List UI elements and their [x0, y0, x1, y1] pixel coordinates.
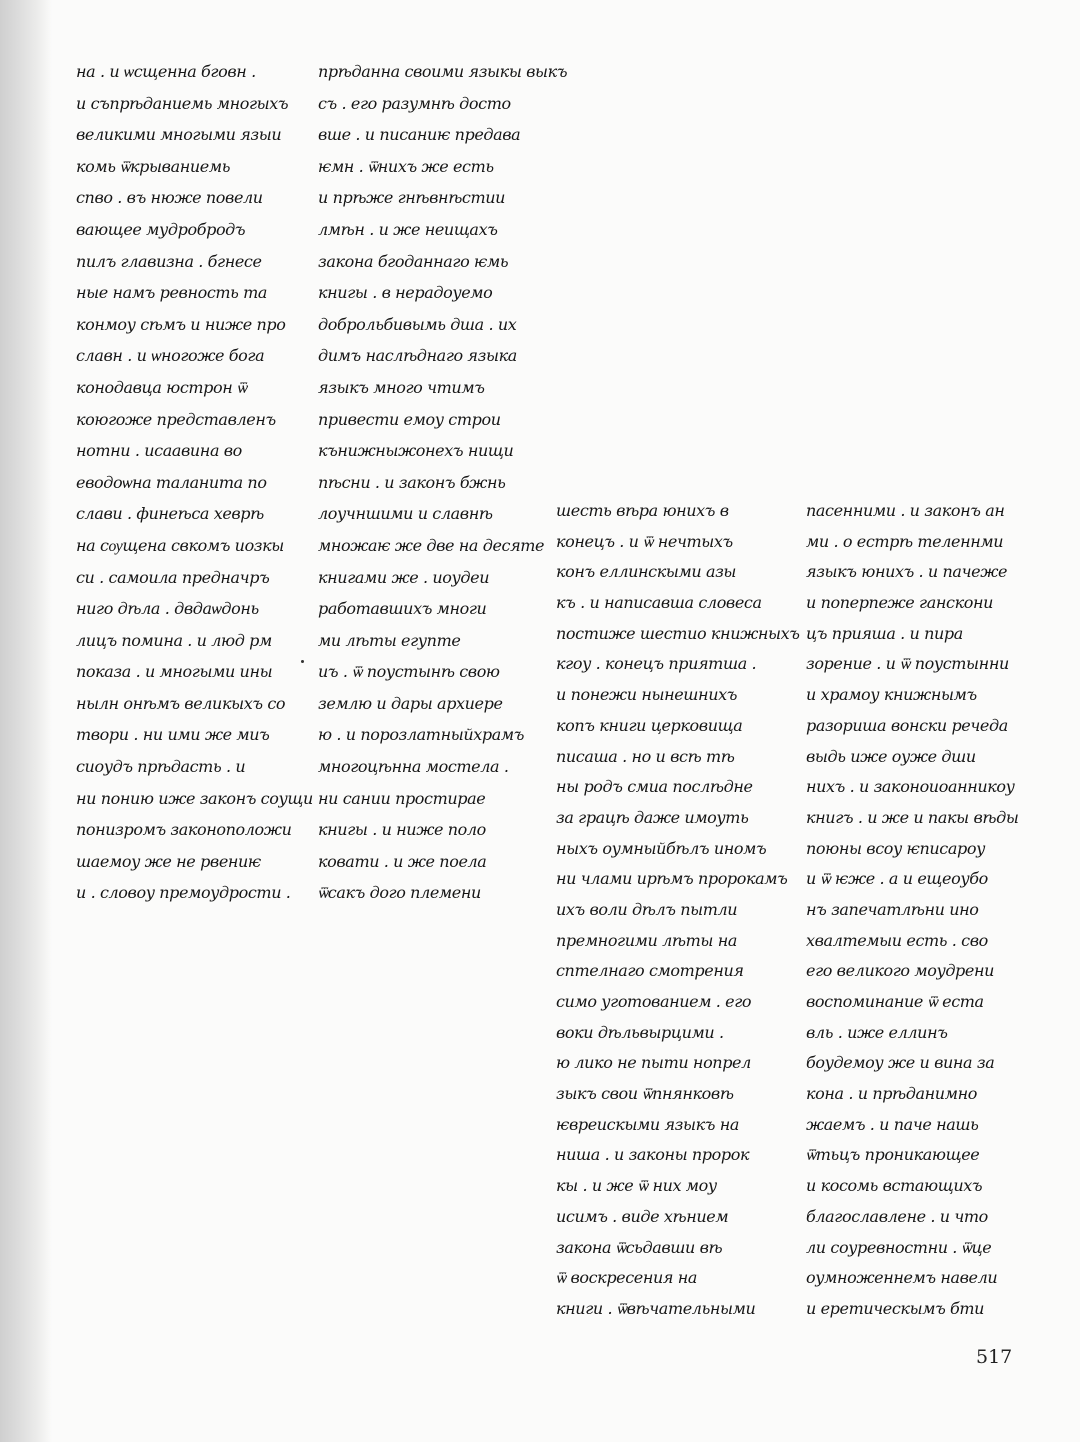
text-line: конмоу сѣмъ и ниже про: [76, 314, 286, 334]
text-line: ихъ воли дѣлъ пытли: [556, 899, 738, 919]
text-line: ныхъ оумныйбѣлъ иномъ: [556, 838, 767, 858]
text-line: разориша вонски речеда: [806, 715, 1008, 735]
text-line: коюгоже представленъ: [76, 409, 276, 429]
text-line: ю лико не пыти нопрел: [556, 1053, 751, 1073]
text-line: нылн онѣмъ великыхъ со: [76, 693, 286, 713]
text-line: и косомь встающихъ: [806, 1176, 983, 1196]
text-line: ми лѣты егупте: [318, 630, 461, 650]
text-line: конъ еллинскыми азы: [556, 562, 737, 582]
text-line: нихъ . и законоиоанникоу: [806, 777, 1015, 797]
text-line: ные намъ ревность та: [76, 283, 268, 303]
text-line: книгами же . иоудеи: [318, 567, 490, 587]
text-line: вше . и писаниѥ предава: [318, 125, 521, 145]
text-line: книгъ . и же и пакы вѣды: [806, 807, 1019, 827]
text-line: на сѹщена свкомъ иозкы: [76, 535, 284, 555]
text-line: сиоудъ прѣдасть . и: [76, 757, 246, 777]
text-line: работавшихъ многи: [318, 599, 487, 619]
text-line: хвалтемыи есть . сво: [806, 930, 988, 950]
text-line: ѿсакъ дого племени: [318, 883, 481, 903]
text-line: на . и ѡсщенна бговн .: [76, 62, 256, 81]
text-line: ли соуревностни . ѿце: [806, 1237, 992, 1257]
text-line: доброльбивымь дша . их: [318, 314, 517, 334]
text-line: понизромъ законоположи: [76, 820, 292, 840]
text-line: ниша . и законы пророк: [556, 1145, 750, 1165]
text-line: землю и дары архиере: [318, 693, 503, 713]
text-line: лмѣн . и же неищахъ: [318, 219, 498, 239]
text-line: пѣсни . и законъ бжнь: [318, 472, 506, 492]
text-line: спво . въ нюже повели: [76, 188, 263, 208]
book-gutter-shadow: [0, 0, 52, 1442]
text-line: ѿтьцъ проникающее: [806, 1145, 980, 1165]
text-column-4: [806, 496, 1034, 1325]
text-line: ны родъ смиа послѣдне: [556, 777, 753, 797]
text-column-1: [76, 56, 313, 909]
text-line: сптелнаго смотрения: [556, 961, 744, 981]
text-line: его великого моудрени: [806, 961, 995, 981]
text-line: нъ запечатлѣни ино: [806, 899, 979, 919]
text-line: воспоминание ѿ еста: [806, 992, 984, 1011]
text-line: кы . и же ѿ них моу: [556, 1176, 717, 1196]
text-line: книгы . и ниже поло: [318, 820, 486, 840]
text-line: симо уготованием . его: [556, 992, 752, 1011]
text-line: прѣданна своими языкы выкъ: [318, 62, 568, 81]
text-line: вль . иже еллинъ: [806, 1022, 948, 1042]
text-line: димъ наслѣднаго языка: [318, 346, 517, 366]
text-line: выдь иже оуже дши: [806, 746, 976, 766]
text-line: нотни . исаавина во: [76, 441, 242, 461]
text-line: поюны всоу ѥписароу: [806, 838, 985, 858]
text-line: привести емоу строи: [318, 409, 501, 429]
text-line: ю . и порозлатныйхрамъ: [318, 725, 524, 745]
text-line: великими многыми языи: [76, 125, 282, 145]
text-line: ни члами ирѣмъ пророкамъ: [556, 869, 788, 889]
text-line: исимъ . виде хѣнием: [556, 1206, 729, 1226]
text-line: воки дѣльвырцими .: [556, 1022, 724, 1042]
text-line: конодавца юстрон ѿ: [76, 377, 247, 397]
text-line: ѿ воскресения на: [556, 1268, 698, 1288]
text-line: вающее мудробродъ: [76, 219, 246, 239]
text-line: къ . и написавша словеса: [556, 593, 762, 613]
text-line: зорение . и ѿ поустынни: [806, 654, 1009, 674]
text-line: боудемоу же и вина за: [806, 1053, 995, 1073]
text-line: оумноженнемъ навели: [806, 1268, 998, 1288]
text-line: лицъ помина . и люд рм: [76, 630, 272, 650]
text-line: языкъ юнихъ . и пачеже: [806, 562, 1008, 582]
text-line: писаша . но и всѣ тѣ: [556, 746, 735, 766]
text-line: ниго дѣла . двдаѡдонь: [76, 599, 259, 619]
text-line: и понежи нынешнихъ: [556, 685, 737, 705]
text-line: премногими лѣты на: [556, 930, 737, 950]
text-line: благославлене . и что: [806, 1206, 988, 1226]
text-line: жаемъ . и паче нашь: [806, 1114, 979, 1134]
text-line: многоцѣнна мостела .: [318, 757, 509, 777]
text-line: твори . ни ими же миъ: [76, 725, 270, 745]
text-line: пасенними . и законъ ан: [806, 501, 1005, 520]
text-line: кънижныжонехъ нищи: [318, 441, 514, 461]
text-line: кона . и прѣданимно: [806, 1084, 977, 1104]
text-line: и поперпеже ганскони: [806, 593, 994, 613]
text-line: множаѥ же две на десяте: [318, 535, 545, 555]
text-line: конецъ . и ѿ нечтыхъ: [556, 531, 733, 551]
ink-speck: [301, 660, 304, 663]
text-line: постиже шестио книжныхъ: [556, 623, 800, 643]
text-line: си . самоила предначръ: [76, 567, 270, 587]
text-line: за грацѣ даже имоуть: [556, 807, 749, 827]
text-line: ни понию иже законъ соущи: [76, 788, 313, 808]
text-line: и еретическымъ бти: [806, 1298, 985, 1318]
text-line: книгы . в нерадоуемо: [318, 283, 493, 303]
text-line: съ . его разумнѣ досто: [318, 93, 511, 113]
text-line: и . словоу премоудрости .: [76, 883, 291, 903]
text-line: пилъ главизна . бгнесе: [76, 251, 262, 271]
text-line: и прѣже гнѣвнѣстии: [318, 188, 506, 208]
text-line: комь ѿкрываниемь: [76, 156, 230, 176]
text-line: и храмоу книжнымъ: [806, 685, 977, 705]
text-line: шаемоу же не рвениѥ: [76, 851, 261, 871]
text-line: зыкъ свои ѿпнянковѣ: [556, 1084, 734, 1104]
text-line: языкъ много чтимъ: [318, 377, 485, 397]
text-line: ни сании простирае: [318, 788, 486, 808]
text-line: слави . финеѣса хеврѣ: [76, 504, 264, 524]
text-line: и съпрѣданиемь многыхъ: [76, 93, 289, 113]
text-line: закона ѿсьдавши вѣ: [556, 1237, 723, 1257]
text-line: книги . ѿвѣчательными: [556, 1298, 756, 1318]
text-line: иъ . ѿ поустынѣ свою: [318, 662, 500, 682]
text-column-3: [556, 496, 800, 1325]
text-line: закона бгоданнаго ѥмь: [318, 251, 509, 271]
text-line: кгоу . конецъ приятша .: [556, 654, 757, 674]
text-line: ѥвреискыми языкъ на: [556, 1114, 740, 1134]
text-line: лоучншими и славнѣ: [318, 504, 493, 524]
text-line: шесть вѣра юнихъ в: [556, 501, 729, 520]
text-line: ми . о естрѣ теленнми: [806, 531, 1004, 551]
page-number: 517: [976, 1346, 1013, 1368]
text-line: ѥмн . ѿнихъ же есть: [318, 156, 494, 176]
text-line: ковати . и же поела: [318, 851, 487, 871]
text-line: копъ книги церковища: [556, 715, 743, 735]
text-line: славн . и ѡногоже бога: [76, 346, 265, 366]
text-line: еводоѡна таланита по: [76, 472, 267, 492]
text-line: и ѿ ѥже . а и ещеоубо: [806, 869, 988, 889]
text-line: цъ прияша . и пира: [806, 623, 963, 643]
text-column-2: [318, 56, 568, 909]
text-line: показа . и многыми ины: [76, 662, 273, 682]
